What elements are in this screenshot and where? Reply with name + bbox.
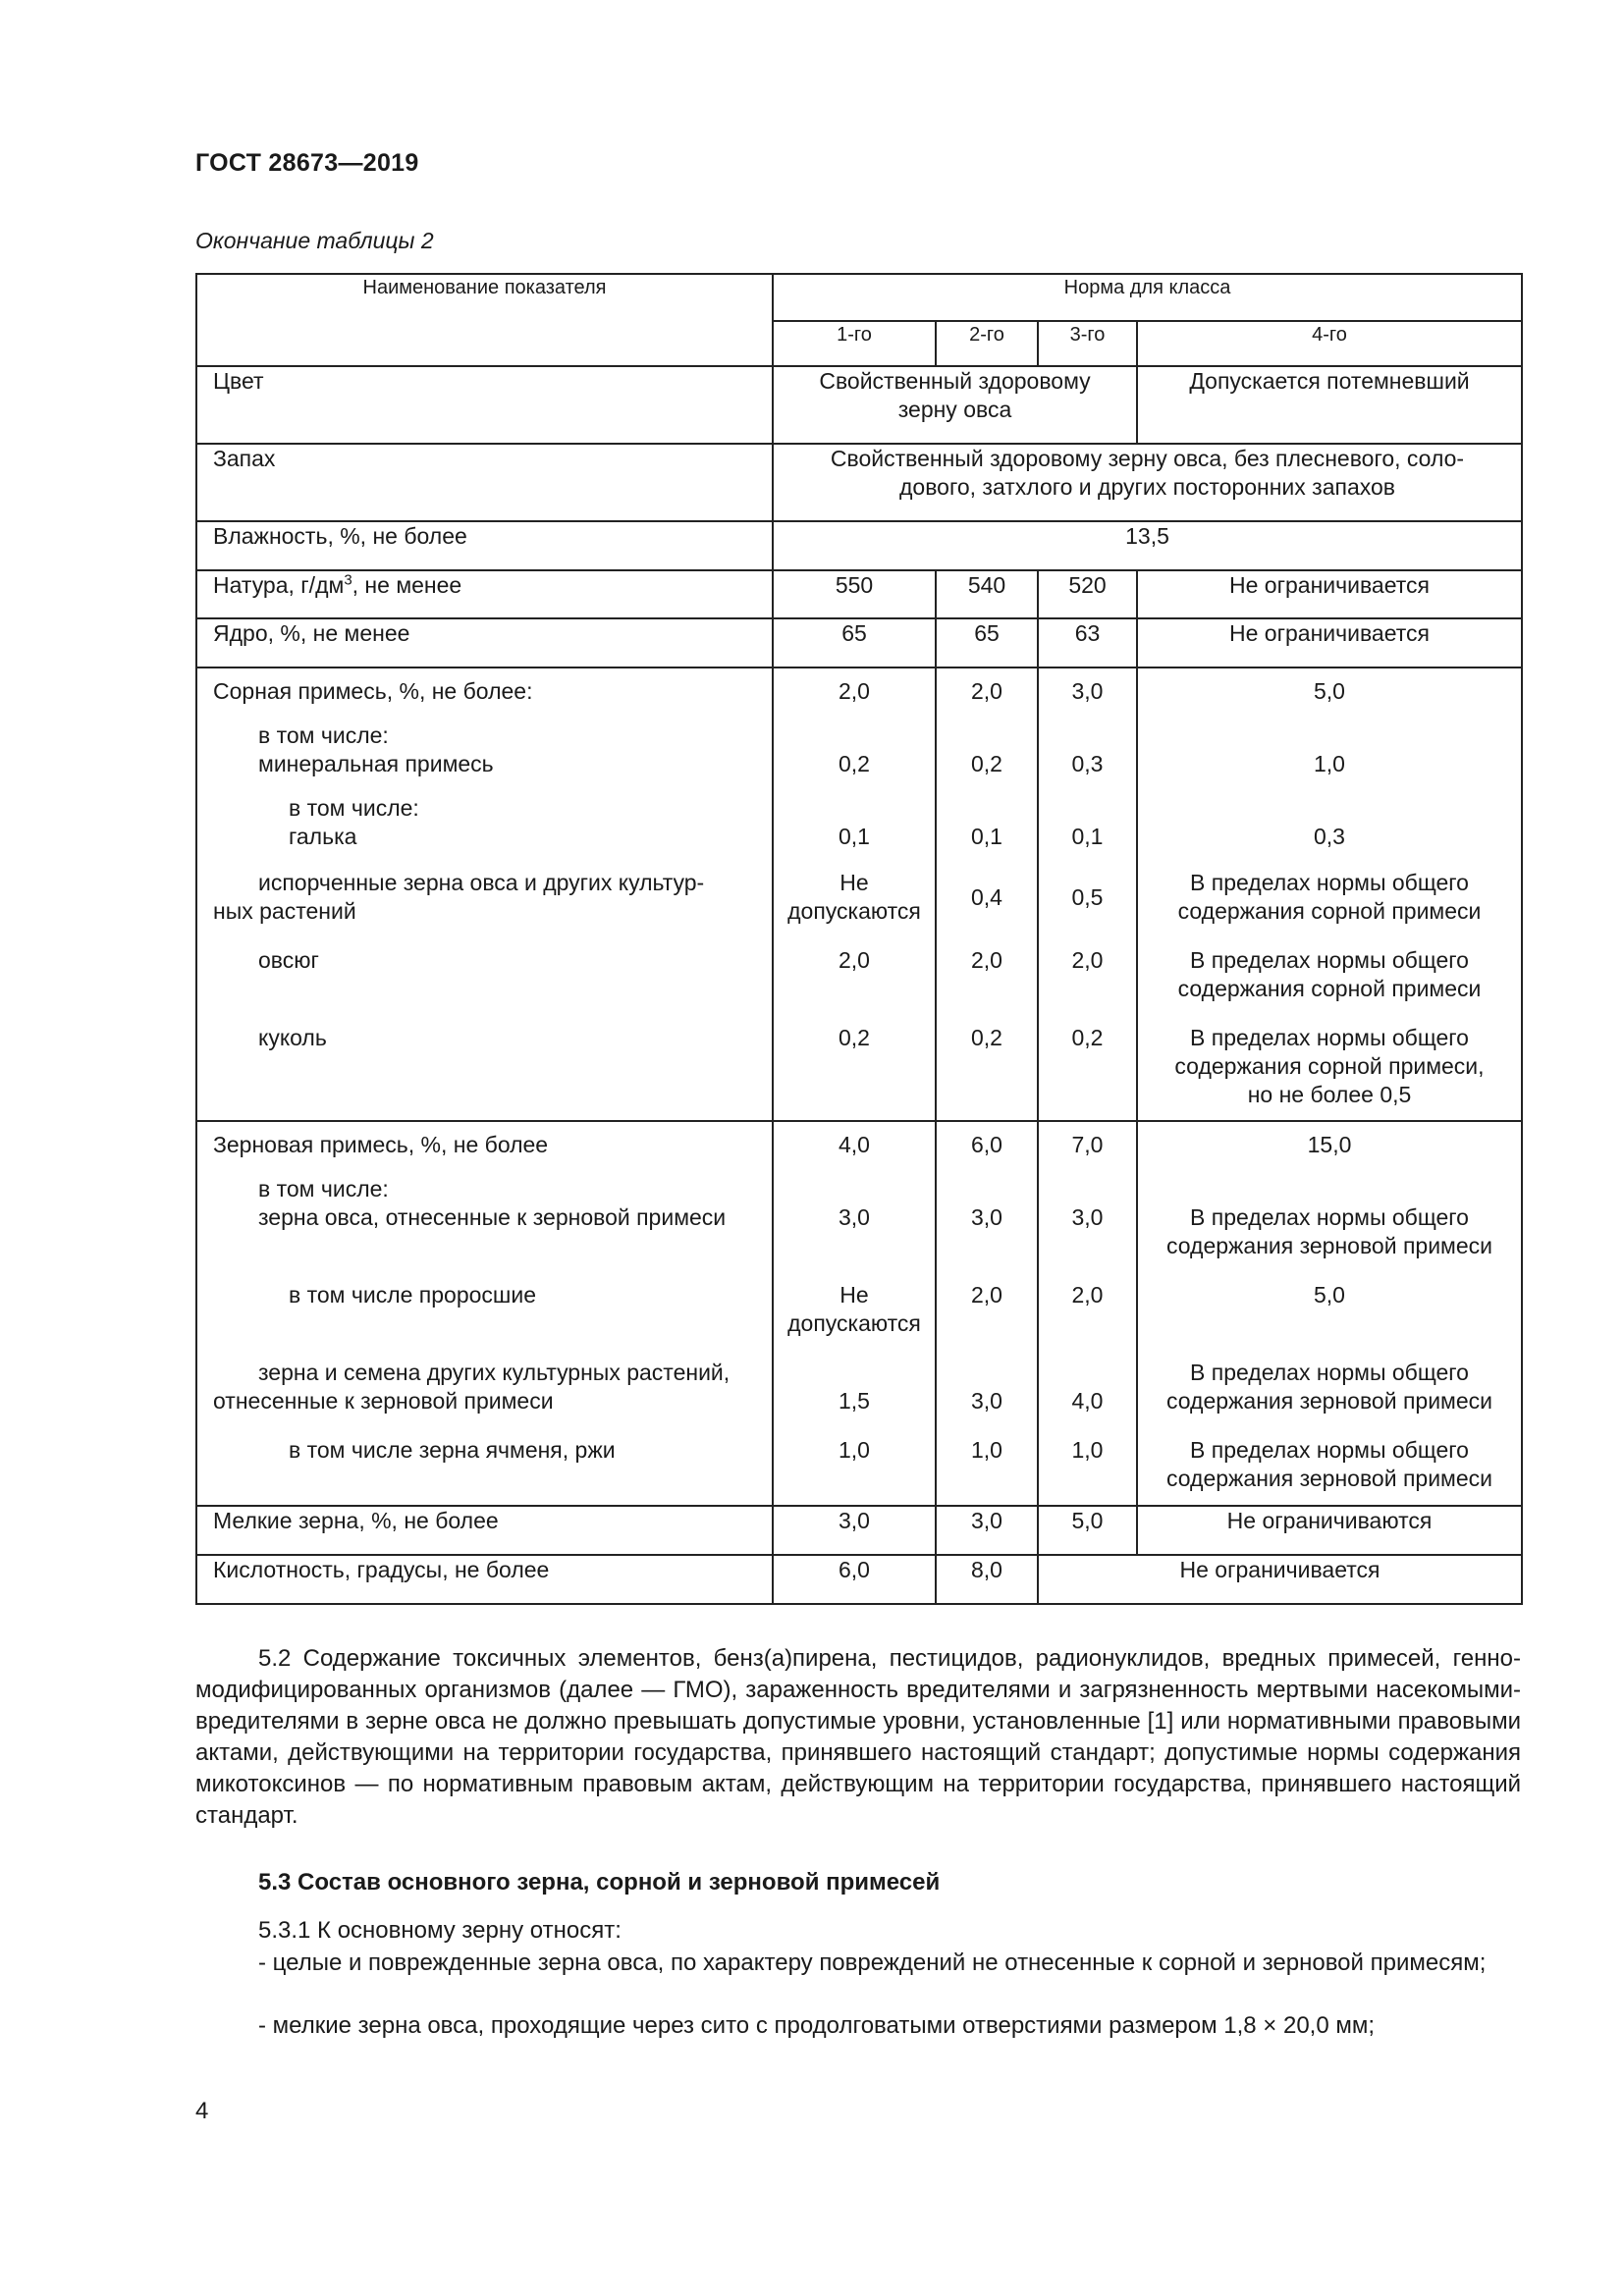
paragraph-5-2: 5.2 Содержание токсичных элементов, бенз(а)пирена, пестицидов, радионуклидов, вредных примесей, генно-модифицированных организмов (далее — ГМО), зараженность вредителями и загрязненность мертвыми насекомыми-вредителями в зерне овса не должно превышать допустимые уровни, установленные [1] или нормативными правовыми актами, действующими на территории государства, принявшего настоящий стандарт; допустимые нормы содержания микотоксинов — по нормативным правовым актам, действующим на территории государства, принявшего настоящий стандарт. xyxy=(195,1645,1521,1829)
grain-names: Зерновая примесь, %, не более в том числе: зерна овса, отнесенные к зерновой примеси в том числе проросшие зерна и семена других культурных растений, отнесенные к зерновой примеси в том числе зерна ячменя, ржи xyxy=(196,1121,773,1506)
weed-names xyxy=(196,667,773,1121)
wild-oat-name: овсюг xyxy=(258,947,319,973)
header-indicator-name: Наименование показателя xyxy=(196,274,773,366)
kernel-class-2: 65 xyxy=(936,618,1038,667)
grain-class-2: 6,0 3,0 2,0 3,0 1,0 xyxy=(936,1121,1038,1506)
paragraph-5-3-1: 5.3.1 К основному зерну относят: xyxy=(258,1917,622,1944)
acidity-classes-3-4: Не ограничивается xyxy=(1038,1555,1522,1604)
weed-class-3: 3,0 0,3 0,1 0,5 2,0 0,2 xyxy=(1038,667,1137,1121)
table-row xyxy=(196,1555,1522,1604)
table-caption: Окончание таблицы 2 xyxy=(195,228,434,253)
moisture-all-classes: 13,5 xyxy=(773,521,1522,570)
weed-name: Сорная примесь, %, не более: xyxy=(213,678,533,704)
small-class-3: 5,0 xyxy=(1038,1506,1137,1555)
table-row xyxy=(196,618,1522,667)
spoiled-name-l1: испорченные зерна овса и других культур- xyxy=(258,870,705,895)
table-row xyxy=(196,521,1522,570)
small-class-1: 3,0 xyxy=(773,1506,936,1555)
smell-line-1: Свойственный здоровому зерну овса, без плесневого, соло- xyxy=(830,446,1465,471)
table-row xyxy=(196,667,1522,1121)
header-class-3: 3-го xyxy=(1038,321,1137,366)
norms-table xyxy=(195,273,1523,1605)
header-class-4: 4-го xyxy=(1137,321,1522,366)
row-name-acidity: Кислотность, градусы, не более xyxy=(196,1555,773,1604)
acidity-class-1: 6,0 xyxy=(773,1555,936,1604)
nature-class-3: 520 xyxy=(1038,570,1137,618)
kernel-class-4: Не ограничивается xyxy=(1137,618,1522,667)
list-item-1: - целые и поврежденные зерна овса, по характеру повреждений не отнесенные к сорной и зерновой примесям; xyxy=(258,1949,1487,1976)
header-class-2: 2-го xyxy=(936,321,1038,366)
document-code: ГОСТ 28673—2019 xyxy=(195,149,419,177)
smell-all-classes xyxy=(773,444,1522,521)
weed-class-4: 5,0 1,0 0,3 В пределах нормы общего содержания сорной примеси В пределах нормы общего содержания сорной примеси В пределах нормы общего содержания сорной примеси, но не более 0,5 xyxy=(1137,667,1522,1121)
grain-class-1: 4,0 3,0 Не допускаются 1,5 1,0 xyxy=(773,1121,936,1506)
kernel-class-3: 63 xyxy=(1038,618,1137,667)
mineral-incl: в том числе: xyxy=(289,795,419,821)
cockle-name: куколь xyxy=(258,1025,327,1050)
row-name-smell: Запах xyxy=(196,444,773,521)
pebble-name: галька xyxy=(289,824,357,849)
list-item-2: - мелкие зерна овса, проходящие через сито с продолговатыми отверстиями размером 1,8 × 20,0 мм; xyxy=(258,2012,1376,2039)
table-row xyxy=(196,1121,1522,1506)
row-name-small: Мелкие зерна, %, не более xyxy=(196,1506,773,1555)
table-row xyxy=(196,1506,1522,1555)
weed-class-1: 2,0 0,2 0,1 Не допускаются 2,0 0,2 xyxy=(773,667,936,1121)
mineral-name: минеральная примесь xyxy=(258,751,494,776)
kernel-class-1: 65 xyxy=(773,618,936,667)
table-row xyxy=(196,444,1522,521)
weed-incl: в том числе: xyxy=(258,722,389,748)
table-row xyxy=(196,570,1522,618)
nature-class-1: 550 xyxy=(773,570,936,618)
row-name-moisture: Влажность, %, не более xyxy=(196,521,773,570)
nature-class-4: Не ограничивается xyxy=(1137,570,1522,618)
small-class-2: 3,0 xyxy=(936,1506,1038,1555)
smell-line-2: дового, затхлого и других посторонних запахов xyxy=(898,474,1395,500)
page-number: 4 xyxy=(195,2098,209,2124)
nature-class-2: 540 xyxy=(936,570,1038,618)
table-row xyxy=(196,366,1522,444)
acidity-class-2: 8,0 xyxy=(936,1555,1038,1604)
section-title-5-3: 5.3 Состав основного зерна, сорной и зерновой примесей xyxy=(258,1869,941,1896)
color-classes-1-3: Свойственный здоровому зерну овса xyxy=(773,366,1137,444)
weed-class-2: 2,0 0,2 0,1 0,4 2,0 0,2 xyxy=(936,667,1038,1121)
grain-class-3: 7,0 3,0 2,0 4,0 1,0 xyxy=(1038,1121,1137,1506)
small-class-4: Не ограничиваются xyxy=(1137,1506,1522,1555)
row-name-kernel: Ядро, %, не менее xyxy=(196,618,773,667)
row-name-nature: Натура, $г/дм^3$, не менее xyxy=(196,570,773,618)
header-class-1: 1-го xyxy=(773,321,936,366)
spoiled-name-l2: ных растений xyxy=(213,898,356,924)
grain-class-4: 15,0 В пределах нормы общего содержания зерновой примеси 5,0 В пределах нормы общего содержания зерновой примеси В пределах нормы общего содержания зерновой примеси xyxy=(1137,1121,1522,1506)
row-name-color: Цвет xyxy=(196,366,773,444)
header-norm-for-class: Норма для класса xyxy=(773,274,1522,321)
color-class-4: Допускается потемневший xyxy=(1137,366,1522,444)
